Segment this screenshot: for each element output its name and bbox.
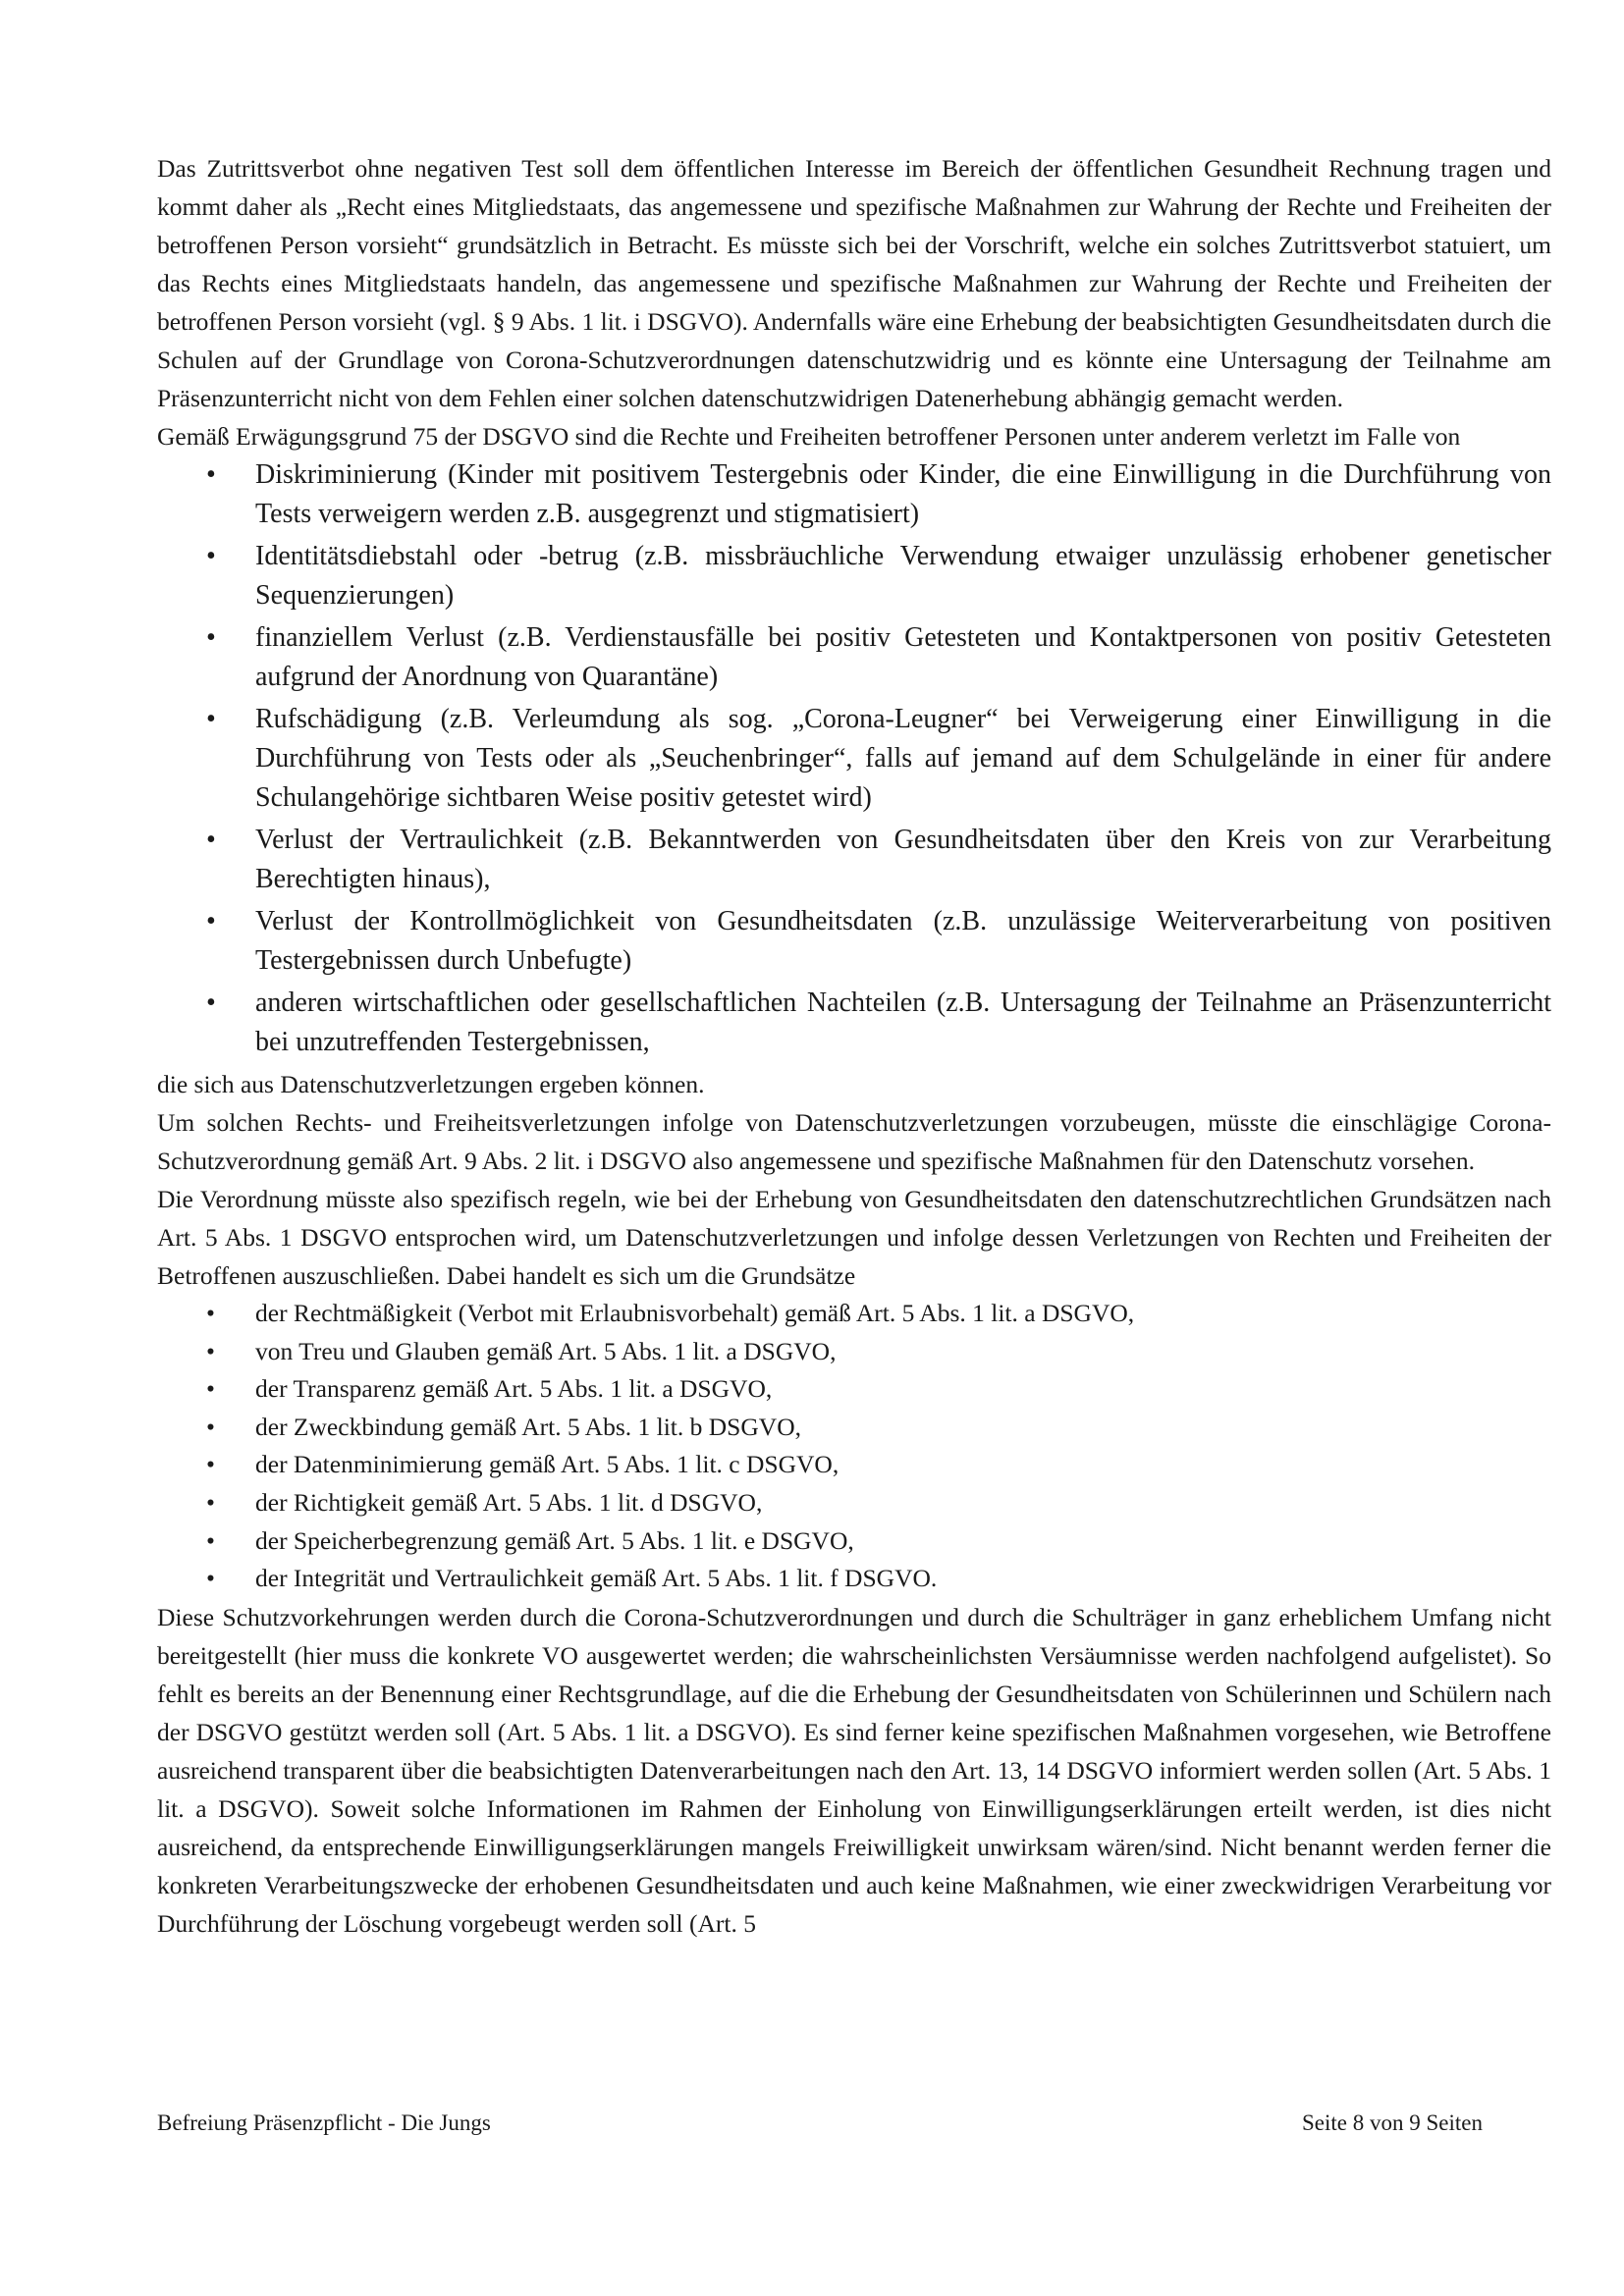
list-item: • der Integrität und Vertraulichkeit gemäß Art. 5 Abs. 1 lit. f DSGVO. bbox=[157, 1560, 1551, 1598]
list-item: • Identitätsdiebstahl oder -betrug (z.B. missbräuchliche Verwendung etwaiger unzulässig erhobener genetischer Sequenzierungen) bbox=[157, 537, 1551, 615]
footer-page-number: Seite 8 von 9 Seiten bbox=[1302, 2110, 1483, 2135]
bullet-icon: • bbox=[206, 541, 216, 571]
bullet-icon: • bbox=[206, 1336, 215, 1365]
principles-list bbox=[157, 1295, 1551, 1598]
bullet-icon: • bbox=[206, 988, 216, 1018]
bullet-icon: • bbox=[206, 825, 216, 855]
list-item: • anderen wirtschaftlichen oder gesellschaftlichen Nachteilen (z.B. Untersagung der Teilnahme an Präsenzunterricht bei unzutreffenden Testergebnissen, bbox=[157, 984, 1551, 1062]
list-item: • Rufschädigung (z.B. Verleumdung als sog. „Corona-Leugner“ bei Verweigerung einer Einwilligung in die Durchführung von Tests oder als „Seuchenbringer“, falls auf jemand auf dem Schulgelände in einer für andere Schulangehörige sichtbaren Weise positiv getestet wird) bbox=[157, 700, 1551, 818]
bullet-icon: • bbox=[206, 906, 216, 936]
list-item: • der Transparenz gemäß Art. 5 Abs. 1 lit. a DSGVO, bbox=[157, 1370, 1551, 1409]
list-item: • der Speicherbegrenzung gemäß Art. 5 Abs. 1 lit. e DSGVO, bbox=[157, 1522, 1551, 1561]
bullet-icon: • bbox=[206, 1412, 215, 1441]
footer-document-title: Befreiung Präsenzpflicht - Die Jungs bbox=[157, 2110, 491, 2135]
bullet-icon: • bbox=[206, 1374, 215, 1404]
paragraph-intro: Das Zutrittsverbot ohne negativen Test soll dem öffentlichen Interesse im Bereich der öffentlichen Gesundheit Rechnung tragen und kommt daher als „Recht eines Mitgliedstaats, das angemessene und spezifische Maßnahmen zur Wahrung der Rechte und Freiheiten der betroffenen Person vorsieht“ grundsätzlich in Betracht. Es müsste sich bei der Vorschrift, welche ein solches Zutrittsverbot statuiert, um das Rechts eines Mitgliedstaats handeln, das angemessene und spezifische Maßnahmen zur Wahrung der Rechte und Freiheiten der betroffenen Person vorsieht (vgl. § 9 Abs. 1 lit. i DSGVO). Andernfalls wäre eine Erhebung der beabsichtigten Gesundheitsdaten durch die Schulen auf der Grundlage von Corona-Schutzverordnungen datenschutzwidrig und es könnte eine Untersagung der Teilnahme am Präsenzunterricht nicht von dem Fehlen einer solchen datenschutzwidrigen Datenerhebung abhängig gemacht werden. bbox=[157, 154, 1551, 412]
list-item: • von Treu und Glauben gemäß Art. 5 Abs. 1 lit. a DSGVO, bbox=[157, 1333, 1551, 1371]
bullet-icon: • bbox=[206, 1525, 215, 1555]
list-item: • finanziellem Verlust (z.B. Verdienstausfälle bei positiv Getesteten und Kontaktpersonen von positiv Getesteten aufgrund der Anordnung von Quarantäne) bbox=[157, 618, 1551, 697]
bullet-icon: • bbox=[206, 1299, 215, 1327]
bullet-icon: • bbox=[206, 1487, 215, 1517]
list-item: • Diskriminierung (Kinder mit positivem Testergebnis oder Kinder, die eine Einwilligung in die Durchführung von Tests verweigern werden z.B. ausgegrenzt und stigmatisiert) bbox=[157, 455, 1551, 534]
bullet-icon: • bbox=[206, 1450, 215, 1479]
paragraph-conclusion-risks: die sich aus Datenschutzverletzungen ergeben können. bbox=[157, 1070, 705, 1098]
paragraph-principles-intro: Die Verordnung müsste also spezifisch regeln, wie bei der Erhebung von Gesundheitsdaten den datenschutzrechtlichen Grundsätzen nach Art. 5 Abs. 1 DSGVO entsprochen wird, um Datenschutzverletzungen und infolge dessen Verletzungen von Rechten und Freiheiten der Betroffenen auszuschließen. Dabei handelt es sich um die Grundsätze bbox=[157, 1185, 1551, 1290]
bullet-icon: • bbox=[206, 622, 216, 653]
bullet-icon: • bbox=[206, 704, 216, 734]
document-page bbox=[157, 149, 1551, 1943]
list-item: • der Datenminimierung gemäß Art. 5 Abs. 1 lit. c DSGVO, bbox=[157, 1446, 1551, 1484]
bullet-icon: • bbox=[206, 1564, 215, 1593]
list-item: • der Rechtmäßigkeit (Verbot mit Erlaubnisvorbehalt) gemäß Art. 5 Abs. 1 lit. a DSGVO, bbox=[157, 1295, 1551, 1333]
bullet-icon: • bbox=[206, 459, 216, 490]
risk-list bbox=[157, 455, 1551, 1062]
list-item: • Verlust der Vertraulichkeit (z.B. Bekanntwerden von Gesundheitsdaten über den Kreis von zur Verarbeitung Berechtigten hinaus), bbox=[157, 821, 1551, 899]
list-item: • Verlust der Kontrollmöglichkeit von Gesundheitsdaten (z.B. unzulässige Weiterverarbeitung von positiven Testergebnissen durch Unbefugte) bbox=[157, 902, 1551, 981]
paragraph-assessment: Diese Schutzvorkehrungen werden durch die Corona-Schutzverordnungen und durch die Schulträger in ganz erheblichem Umfang nicht bereitgestellt (hier muss die konkrete VO ausgewertet werden; die wahrscheinlichsten Versäumnisse werden nachfolgend aufgelistet). So fehlt es bereits an der Benennung einer Rechtsgrundlage, auf die die Erhebung der Gesundheitsdaten von Schülerinnen und Schülern nach der DSGVO gestützt werden soll (Art. 5 Abs. 1 lit. a DSGVO). Es sind ferner keine spezifischen Maßnahmen vorgesehen, wie Betroffene ausreichend transparent über die beabsichtigten Datenverarbeitungen nach den Art. 13, 14 DSGVO informiert werden sollen (Art. 5 Abs. 1 lit. a DSGVO). Soweit solche Informationen im Rahmen der Einholung von Einwilligungserklärungen erteilt werden, ist dies nicht ausreichend, da entsprechende Einwilligungserklärungen mangels Freiwilligkeit unwirksam wären/sind. Nicht benannt werden ferner die konkreten Verarbeitungszwecke der erhobenen Gesundheitsdaten und auch keine Maßnahmen, wie einer zweckwidrigen Verarbeitung vor Durchführung der Löschung vorgebeugt werden soll (Art. 5 bbox=[157, 1602, 1551, 1938]
list-item: • der Zweckbindung gemäß Art. 5 Abs. 1 lit. b DSGVO, bbox=[157, 1409, 1551, 1447]
paragraph-prevention: Um solchen Rechts- und Freiheitsverletzungen infolge von Datenschutzverletzungen vorzubeugen, müsste die einschlägige Corona-Schutzverordnung gemäß Art. 9 Abs. 2 lit. i DSGVO also angemessene und spezifische Maßnahmen für den Datenschutz vorsehen. bbox=[157, 1108, 1551, 1175]
list-item: • der Richtigkeit gemäß Art. 5 Abs. 1 lit. d DSGVO, bbox=[157, 1484, 1551, 1522]
paragraph-recital-75: Gemäß Erwägungsgrund 75 der DSGVO sind die Rechte und Freiheiten betroffener Personen unter anderem verletzt im Falle von bbox=[157, 422, 1461, 451]
